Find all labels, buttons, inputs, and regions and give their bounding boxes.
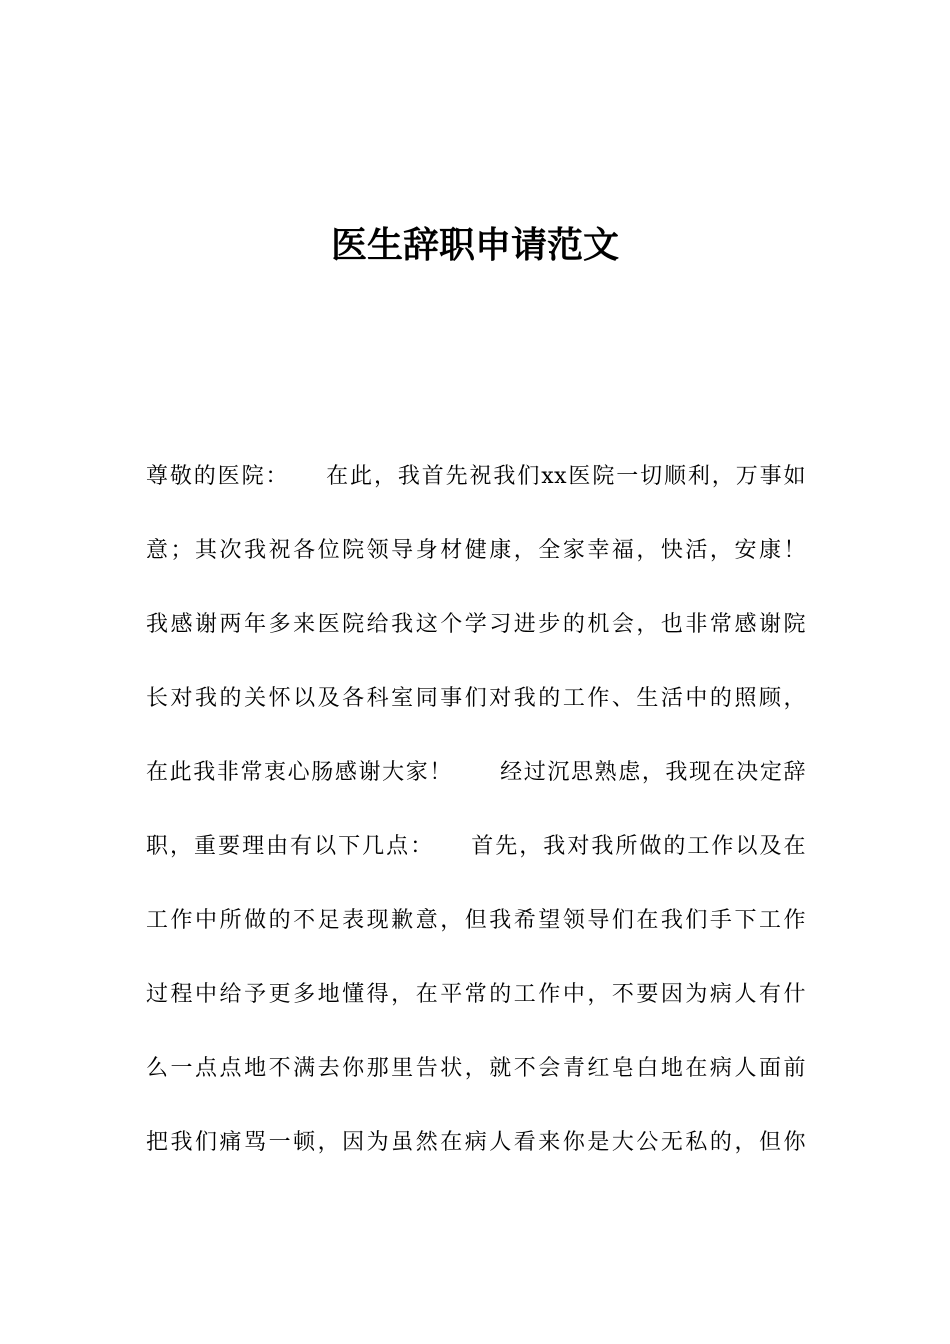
- body-line: 职，重要理由有以下几点： 首先，我对我所做的工作以及在: [146, 834, 806, 859]
- body-line: 么一点点地不满去你那里告状，就不会青红皂白地在病人面前: [146, 1056, 806, 1081]
- document-body: [146, 450, 806, 1190]
- body-line: 意；其次我祝各位院领导身材健康，全家幸福，快活，安康！: [146, 538, 806, 563]
- body-line: 在此我非常衷心肠感谢大家！ 经过沉思熟虑，我现在决定辞: [146, 760, 806, 785]
- body-line: 工作中所做的不足表现歉意，但我希望领导们在我们手下工作: [146, 908, 806, 933]
- body-line: 我感谢两年多来医院给我这个学习进步的机会，也非常感谢院: [146, 612, 806, 637]
- body-line: 过程中给予更多地懂得，在平常的工作中，不要因为病人有什: [146, 982, 806, 1007]
- body-line: 尊敬的医院： 在此，我首先祝我们xx医院一切顺利，万事如: [146, 464, 806, 489]
- document-title: 医生辞职申请范文: [330, 225, 619, 266]
- body-line: 长对我的关怀以及各科室同事们对我的工作、生活中的照顾，: [146, 686, 806, 711]
- body-line: 把我们痛骂一顿，因为虽然在病人看来你是大公无私的，但你: [146, 1130, 806, 1155]
